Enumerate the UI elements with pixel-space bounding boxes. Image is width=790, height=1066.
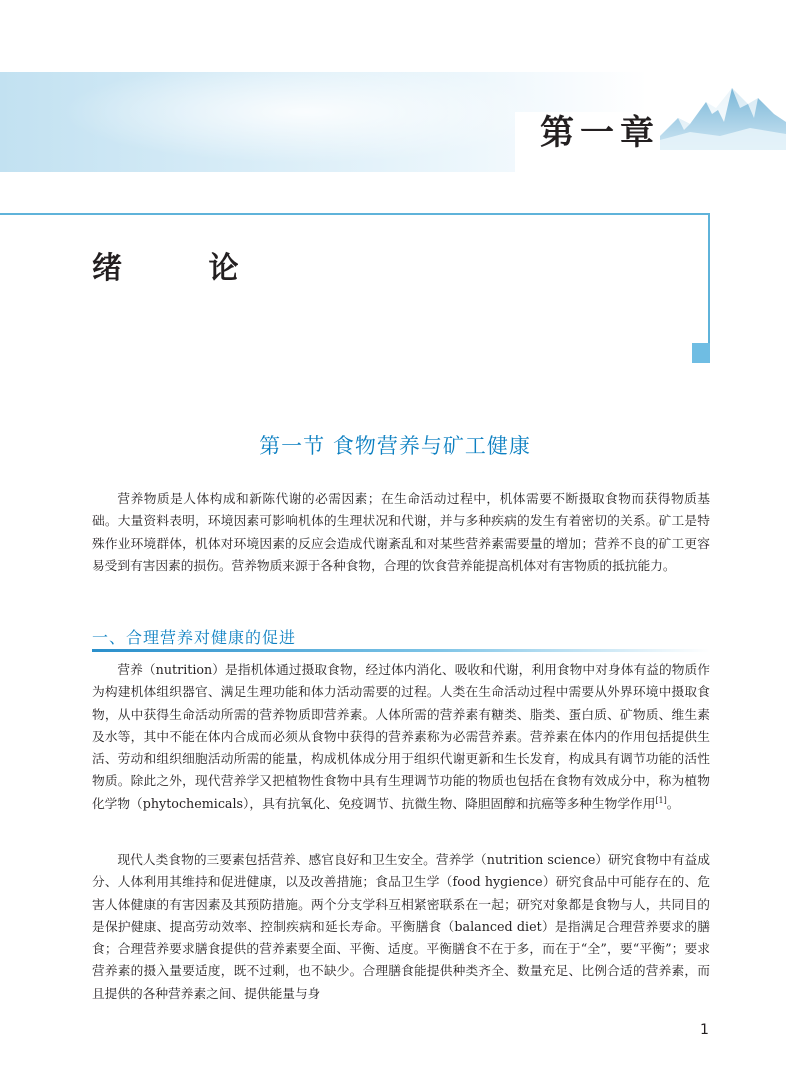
chapter-label: 第一章 (540, 113, 660, 153)
subsection-heading: 一、合理营养对健康的促进 (92, 628, 297, 647)
body-paragraph-diet: 现代人类食物的三要素包括营养、感官良好和卫生安全。营养学（nutrition science）研究食物中有益成分、人体利用其维持和促进健康，以及改善措施；食品卫生学（food hygience）研究食品中可能存在的、危害人体健康的有害因素及其预防措施。两个分支学科互相紧密联系在一起；研究对象都是食物与人，共同目的是保护健康、提高劳动效率、控制疾病和延长寿命。平衡膳食（balanced diet）是指满足合理营养要求的膳食；合理营养要求膳食提供的营养素要全面、平衡、适度。平衡膳食不在于多，而在于“全”，要“平衡”；要求营养素的摄入量要适度，既不过剩，也不缺少。合理膳食能提供种类齐全、数量充足、比例合适的营养素，而且提供的各种营养素之间、提供能量与身 (92, 852, 710, 1001)
frame-right-rule (708, 213, 710, 343)
section-title: 第一节 食物营养与矿工健康 (259, 434, 531, 458)
snow-mountain-icon (660, 78, 786, 150)
frame-top-rule (0, 213, 710, 215)
page-number: 1 (700, 1022, 709, 1038)
frame-corner-square (692, 343, 710, 363)
chapter-banner (0, 72, 790, 172)
citation-ref: [1] (655, 795, 667, 805)
paragraph-end: 。 (666, 795, 680, 811)
paragraph-text: 营养（nutrition）是指机体通过摄取食物，经过体内消化、吸收和代谢，利用食物中对身体有益的物质作为构建机体组织器官、满足生理功能和体力活动需要的过程。人类在生命活动过程中需要从外界环境中摄取食物，从中获得生命活动所需的营养物质即营养素。人体所需的营养素有糖类、脂类、蛋白质、矿物质、维生素及水等，其中不能在体内合成而必须从食物中获得的营养素称为必需营养素。营养素在体内的作用包括提供生活、劳动和组织细胞活动所需的能量，构成机体成分用于组织代谢更新和生长发育，构成具有调节功能的活性物质。除此之外，现代营养学又把植物性食物中具有生理调节功能的物质也包括在食物有效成分中，称为植物化学物（phytochemicals），具有抗氧化、免疫调节、抗微生物、降胆固醇和抗癌等多种生物学作用 (92, 662, 710, 811)
body-paragraph-nutrition (92, 659, 710, 815)
intro-paragraph: 营养物质是人体构成和新陈代谢的必需因素；在生命活动过程中，机体需要不断摄取食物而获得物质基础。大量资料表明，环境因素可影响机体的生理状况和代谢，并与多种疾病的发生有着密切的关系。矿工是特殊作业环境群体，机体对环境因素的反应会造成代谢紊乱和对某些营养素需要量的增加；营养不良的矿工更容易受到有害因素的损伤。营养物质来源于各种食物，合理的饮食营养能提高机体对有害物质的抵抗能力。 (92, 491, 710, 573)
banner-cloud (20, 72, 540, 172)
subsection-underline (92, 649, 710, 652)
chapter-title: 绪 论 (92, 251, 277, 286)
